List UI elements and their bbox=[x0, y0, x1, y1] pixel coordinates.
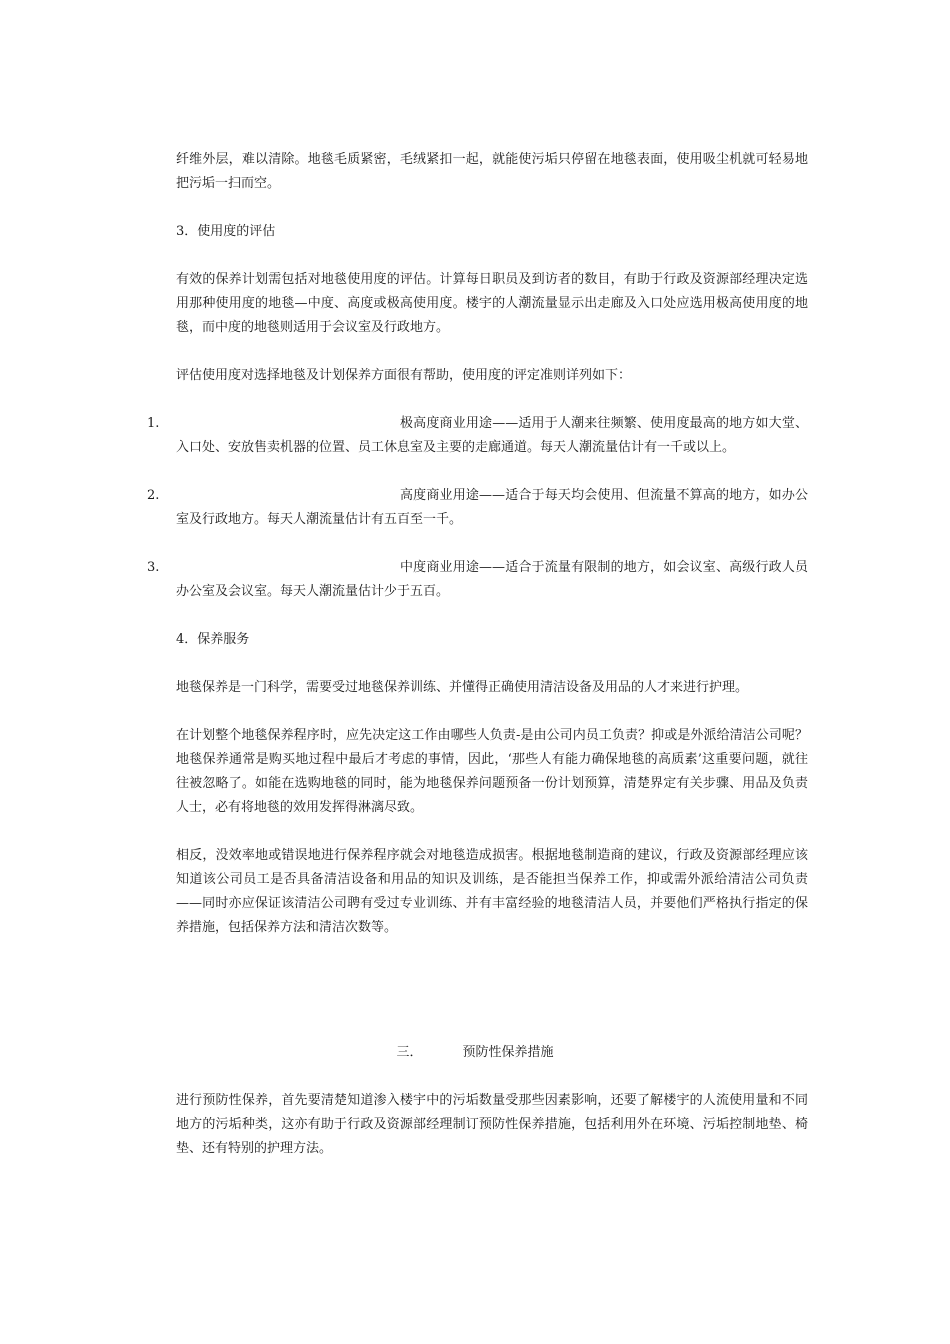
list-item-1: 极高度商业用途——适用于人潮来往频繁、使用度最高的地方如大堂、入口处、安放售卖机器的位置、员工休息室及主要的走廊通道。每天人潮流量估计有一千或以上。 bbox=[176, 416, 808, 455]
list-item-2: 高度商业用途——适合于每天均会使用、但流量不算高的地方，如办公室及行政地方。每天人潮流量估计有五百至一千。 bbox=[176, 488, 808, 527]
paragraph-fiber-layer: 纤维外层，难以清除。地毯毛质紧密，毛绒紧扣一起，就能使污垢只停留在地毯表面，使用吸尘机就可轻易地把污垢一扫而空。 bbox=[176, 152, 808, 191]
paragraph-preventive-maintenance: 进行预防性保养，首先要清楚知道渗入楼宇中的污垢数量受那些因素影响，还要了解楼宇的人流使用量和不同地方的污垢种类，这亦有助于行政及资源部经理制订预防性保养措施，包括利用外在环境、污垢控制地垫、椅垫、还有特别的护理方法。 bbox=[176, 1093, 808, 1156]
list-number-2: 2. bbox=[147, 488, 160, 503]
list-item-3: 中度商业用途——适合于流量有限制的地方，如会议室、高级行政人员办公室及会议室。每天人潮流量估计少于五百。 bbox=[176, 560, 808, 599]
section-title: 预防性保养措施 bbox=[462, 1045, 554, 1060]
list-number-1: 1. bbox=[147, 416, 160, 431]
subheading-usage-assessment: 3．使用度的评估 bbox=[176, 224, 276, 239]
paragraph-usage-assessment: 有效的保养计划需包括对地毯使用度的评估。计算每日职员及到访者的数目，有助于行政及资源部经理决定选用那种使用度的地毯—中度、高度或极高使用度。楼宇的人潮流量显示出走廊及入口处应选用极高使用度的地毯，而中度的地毯则适用于会议室及行政地方。 bbox=[176, 272, 808, 335]
paragraph-criteria-intro: 评估使用度对选择地毯及计划保养方面很有帮助，使用度的评定准则详列如下： bbox=[176, 368, 632, 383]
section-number: 三． bbox=[396, 1045, 423, 1060]
paragraph-improper-maintenance: 相反，没效率地或错误地进行保养程序就会对地毯造成损害。根据地毯制造商的建议，行政及资源部经理应该知道该公司员工是否具备清洁设备和用品的知识及训练，是否能担当保养工作，抑或需外派给清洁公司负责——同时亦应保证该清洁公司聘有受过专业训练、并有丰富经验的地毯清洁人员，并要他们严格执行指定的保养措施，包括保养方法和清洁次数等。 bbox=[176, 848, 808, 935]
list-number-3: 3. bbox=[147, 560, 160, 575]
subheading-maintenance-service: 4．保养服务 bbox=[176, 632, 250, 647]
paragraph-maintenance-planning: 在计划整个地毯保养程序时，应先决定这工作由哪些人负责-是由公司内员工负责？抑或是外派给清洁公司呢？地毯保养通常是购买地过程中最后才考虑的事情，因此，‘那些人有能力确保地毯的高质素’这重要问题，就往往被忽略了。如能在选购地毯的同时，能为地毯保养问题预备一份计划预算，清楚界定有关步骤、用品及负责人士，必有将地毯的效用发挥得淋漓尽致。 bbox=[176, 728, 808, 815]
section-heading-preventive-maintenance bbox=[0, 1041, 950, 1065]
paragraph-maintenance-science: 地毯保养是一门科学，需要受过地毯保养训练、并懂得正确使用清洁设备及用品的人才来进行护理。 bbox=[176, 680, 749, 695]
